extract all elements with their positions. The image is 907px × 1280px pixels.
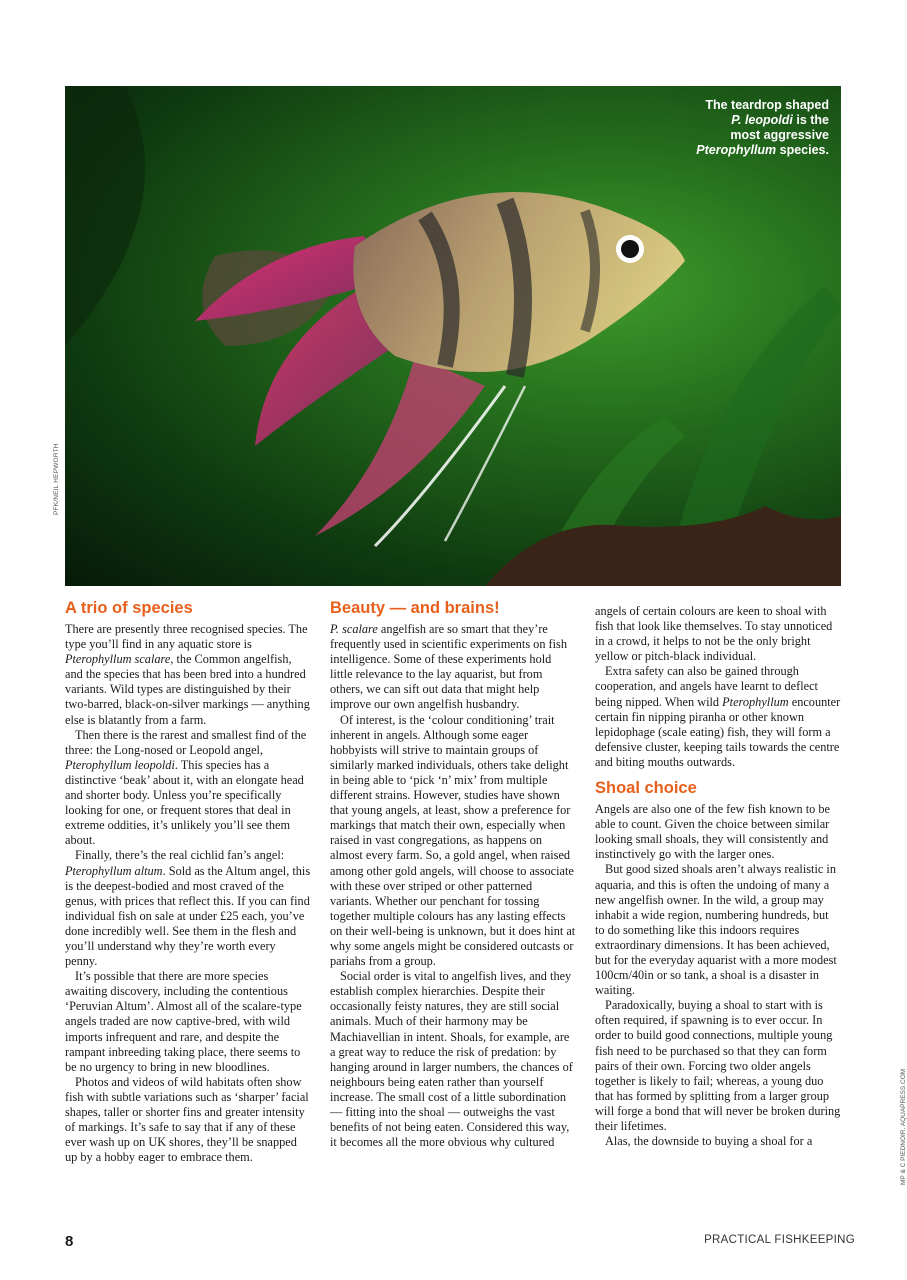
paragraph: Extra safety can also be gained through cooperation, and angels have learnt to deflect being nipped. When wild Pterophyllum encounter certain fin nipping piranha or other known lepidophage (scale eating) fish, they will form a defensive cluster, keeping tails towards the centre and biting mouths outwards. bbox=[595, 664, 841, 769]
paragraph: Angels are also one of the few fish known to be able to count. Given the choice between similar looking small shoals, they will consistently and instinctively go with the larger ones. bbox=[595, 802, 830, 862]
paragraph: Paradoxically, buying a shoal to start with is often required, if spawning is to ever occur. In order to build good connections, multiple young fish need to be purchased so that they can form pairs of their own. Forcing two older angels together is likely to fail; whereas, a young duo that has formed by splitting from a larger group will forge a bond that will never be broken during their lifetimes. bbox=[595, 998, 841, 1133]
plant-shadow bbox=[65, 86, 145, 346]
angelfish-photo bbox=[65, 86, 841, 586]
paragraph: Finally, there’s the real cichlid fan’s angel: Pterophyllum altum. Sold as the Altum angel, this is the deepest-bodied and most craved of the genus, with prices that reflect this. If you can find individual fish on sale at under £25 each, you’ve done incredibly well. See them in the flesh and you’ll understand why they’re worth every penny. bbox=[65, 848, 311, 969]
paragraph: But good sized shoals aren’t always realistic in aquaria, and this is often the undoing of many a new angelfish owner. In the wild, a group may inhabit a wide region, numbering hundreds, but to do something like this indoors requires extraordinary dimensions. It has been achieved, but for the everyday aquarist with a more modest 100cm/40in or so tank, a shoal is a disaster in waiting. bbox=[595, 862, 837, 998]
caption-line: The teardrop shaped bbox=[705, 98, 829, 112]
column-3 bbox=[595, 604, 841, 1149]
column-2 bbox=[330, 598, 576, 1150]
heading-trio-of-species: A trio of species bbox=[65, 599, 193, 617]
heading-beauty-and-brains: Beauty — and brains! bbox=[330, 599, 500, 617]
paragraph: It’s possible that there are more species awaiting discovery, including the contentious ‘Peruvian Altum’. Almost all of the scalare-type angels traded are now captive-bred, with wild imports infrequent and rare, and despite the rampant inbreeding taking place, there seems to be no urgency to bring in new bloodlines. bbox=[65, 969, 302, 1074]
paragraph: Photos and videos of wild habitats often show fish with subtle variations such as ‘sharper’ facial shapes, taller or shorter fins and greater intensity of markings. It’s safe to say that if any of these ever wash up on UK shores, they’ll be snapped up by a hobby eager to embrace them. bbox=[65, 1074, 309, 1165]
paragraph: Then there is the rarest and smallest find of the three: the Long-nosed or Leopold angel, Pterophyllum leopoldi. This species has a distinctive ‘beak’ about it, with an elongate head and shorter body. Unless you’re specifically looking for one, or frequent stores that deal in extreme oddities, it’s unlikely you’ll see them about. bbox=[65, 727, 307, 848]
caption-line: P. leopoldi is the bbox=[731, 113, 829, 127]
caption-line: most aggressive bbox=[730, 128, 829, 142]
paragraph: Alas, the downside to buying a shoal for a bbox=[605, 1134, 813, 1149]
heading-shoal-choice: Shoal choice bbox=[595, 779, 697, 798]
paragraph: Social order is vital to angelfish lives, and they establish complex hierarchies. Despite their occasionally feisty natures, they are still social animals. Much of their harmony may be Machiavellian in intent. Shoals, for example, are a great way to reduce the risk of predation: by hanging around in larger numbers, the chances of neighbours being eaten rather than yourself increase. The small cost of a little subordination — fitting into the shoal — outweighs the vast benefits of not being eaten. Considered this way, it becomes all the more obvious why cultured bbox=[330, 969, 573, 1150]
paragraph: There are presently three recognised species. The type you’ll find in any aquatic store is Pterophyllum scalare, the Common angelfish, and the species that has been bred into a hundred variants. Wild types are distinguished by their two-barred, black-on-silver markings — anything else is blatantly from a farm. bbox=[65, 622, 310, 727]
photo-credit: PFK/NEIL HEPWORTH bbox=[53, 443, 60, 515]
photo-caption bbox=[669, 98, 829, 158]
fish-pupil bbox=[621, 240, 639, 258]
column-1 bbox=[65, 598, 311, 1165]
side-credit: MP & C PIEDNOIR, AQUAPRESS.COM bbox=[900, 1068, 907, 1185]
magazine-name: PRACTICAL FISHKEEPING bbox=[704, 1234, 855, 1246]
caption-line: Pterophyllum species. bbox=[696, 143, 829, 157]
paragraph: Of interest, is the ‘colour conditioning’ trait inherent in angels. Although some eager hobbyists will strive to maintain groups of similarly marked individuals, others take delight in being able to ‘pick ‘n’ mix’ from multiple different strains. However, studies have shown that young angels, at least, show a preference for markings that match their own, especially when raised in vast congregations, as happens on almost every farm. So, a gold angel, when raised among other gold angels, will choose to associate with these over striped or other patterned variants. Whether our penchant for tossing together multiple colours has any lasting effects on their well-being is unknown, but it does hint at why some angels might be considered outcasts or pariahs from a group. bbox=[330, 712, 576, 969]
paragraph: angels of certain colours are keen to shoal with fish that look like themselves. To stay unnoticed in a crowd, it helps to not be the only bright yellow or pitch-black individual. bbox=[595, 604, 833, 664]
angelfish-illustration bbox=[65, 86, 841, 586]
paragraph: P. scalare angelfish are so smart that they’re frequently used in scientific experiments on fish intelligence. Some of these experiments hold little relevance to the lay aquarist, but from others, we can sift out data that might help improve our own angelfish husbandry. bbox=[330, 622, 567, 712]
page-number: 8 bbox=[65, 1233, 74, 1250]
driftwood bbox=[485, 506, 841, 586]
